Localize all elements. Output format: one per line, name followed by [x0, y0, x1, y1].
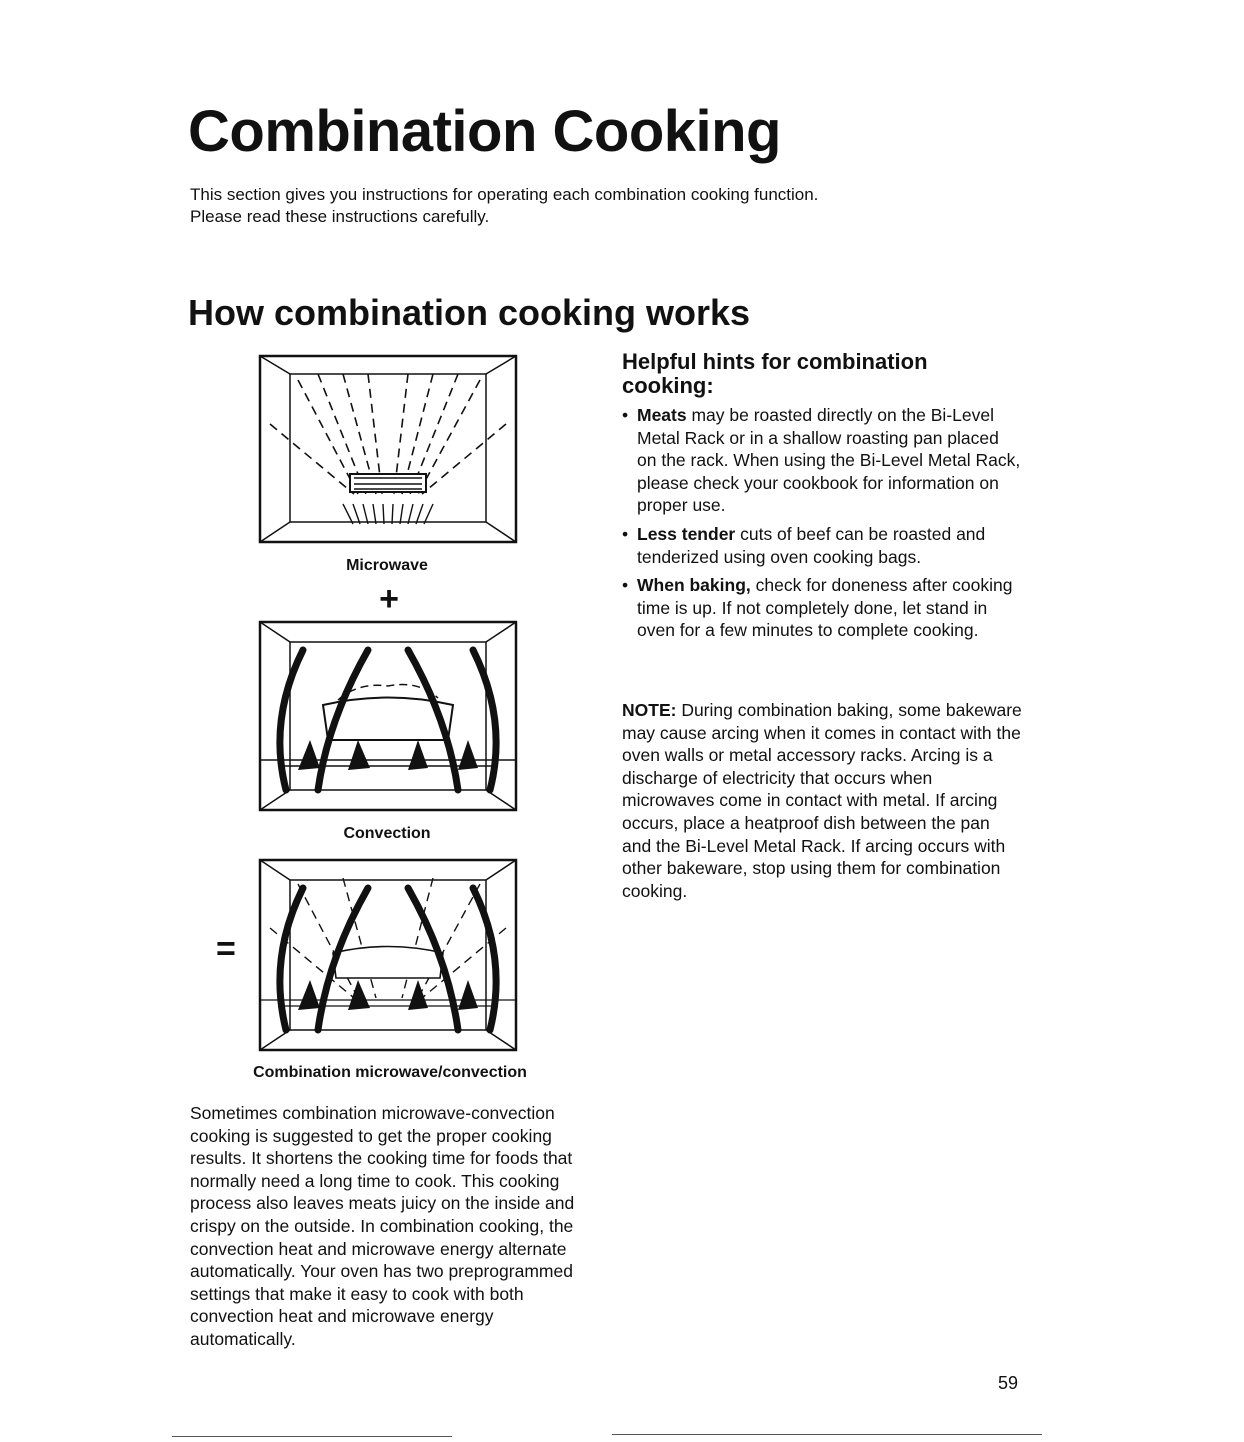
hint-bold: Less tender	[637, 523, 736, 544]
hint-text: may be roasted directly on the Bi-Level Metal Rack or in a shallow roasting pan placed on the rack. When using the Bi-Level Metal Rack, please check your cookbook for information on proper use.	[637, 405, 1021, 516]
microwave-oven-illustration	[258, 354, 518, 544]
combination-caption: Combination microwave/convection	[253, 1064, 527, 1081]
bullet-icon: •	[622, 523, 629, 544]
intro-line-2: Please read these instructions carefully.	[190, 207, 490, 226]
note-label: NOTE:	[622, 700, 677, 720]
list-item	[622, 523, 1022, 568]
list-item	[622, 404, 1022, 517]
hints-list	[622, 404, 1022, 648]
hint-bold: When baking,	[637, 575, 751, 596]
equals-sign: =	[216, 930, 236, 968]
hints-heading: Helpful hints for combination cooking:	[622, 349, 928, 398]
bullet-icon: •	[622, 405, 629, 425]
plus-sign: +	[379, 580, 399, 618]
combination-description: Sometimes combination microwave-convection cooking is suggested to get the proper cooking results. It shortens the cooking time for foods that normally need a long time to cook. This cooking process also leaves meats juicy on the inside and crispy on the outside. In combination cooking, the convection heat and microwave energy alternate automatically. Your oven has two preprogrammed settings that make it easy to cook with both convection heat and microwave energy automatically.	[190, 1103, 575, 1349]
bullet-icon: •	[622, 575, 629, 596]
microwave-caption: Microwave	[346, 557, 428, 574]
hint-bold: Meats	[637, 405, 687, 425]
combination-oven-illustration	[258, 858, 518, 1052]
list-item	[622, 574, 1022, 642]
note-paragraph	[622, 699, 1022, 902]
bottom-rule-right	[612, 1434, 1042, 1435]
convection-caption: Convection	[343, 825, 431, 842]
page-number: 59	[998, 1373, 1019, 1393]
section-heading: How combination cooking works	[188, 292, 751, 333]
hint-text: check for doneness after cooking time is up. If not completely done, let stand in oven for a few minutes to complete cooking.	[637, 575, 1013, 641]
bottom-rule-left	[172, 1436, 452, 1437]
note-text: During combination baking, some bakeware may cause arcing when it comes in contact with the oven walls or metal accessory racks. Arcing is a discharge of electricity that occurs when microwaves come in contact with metal. If arcing occurs, place a heatproof dish between the pan and the Bi-Level Metal Rack. If arcing occurs with other bakeware, stop using them for combination cooking.	[622, 700, 1022, 901]
intro-line-1: This section gives you instructions for operating each combination cooking function.	[190, 185, 819, 204]
hint-text: cuts of beef can be roasted and tenderized using oven cooking bags.	[637, 523, 986, 567]
page-title: Combination Cooking	[188, 99, 781, 164]
convection-oven-illustration	[258, 620, 518, 812]
